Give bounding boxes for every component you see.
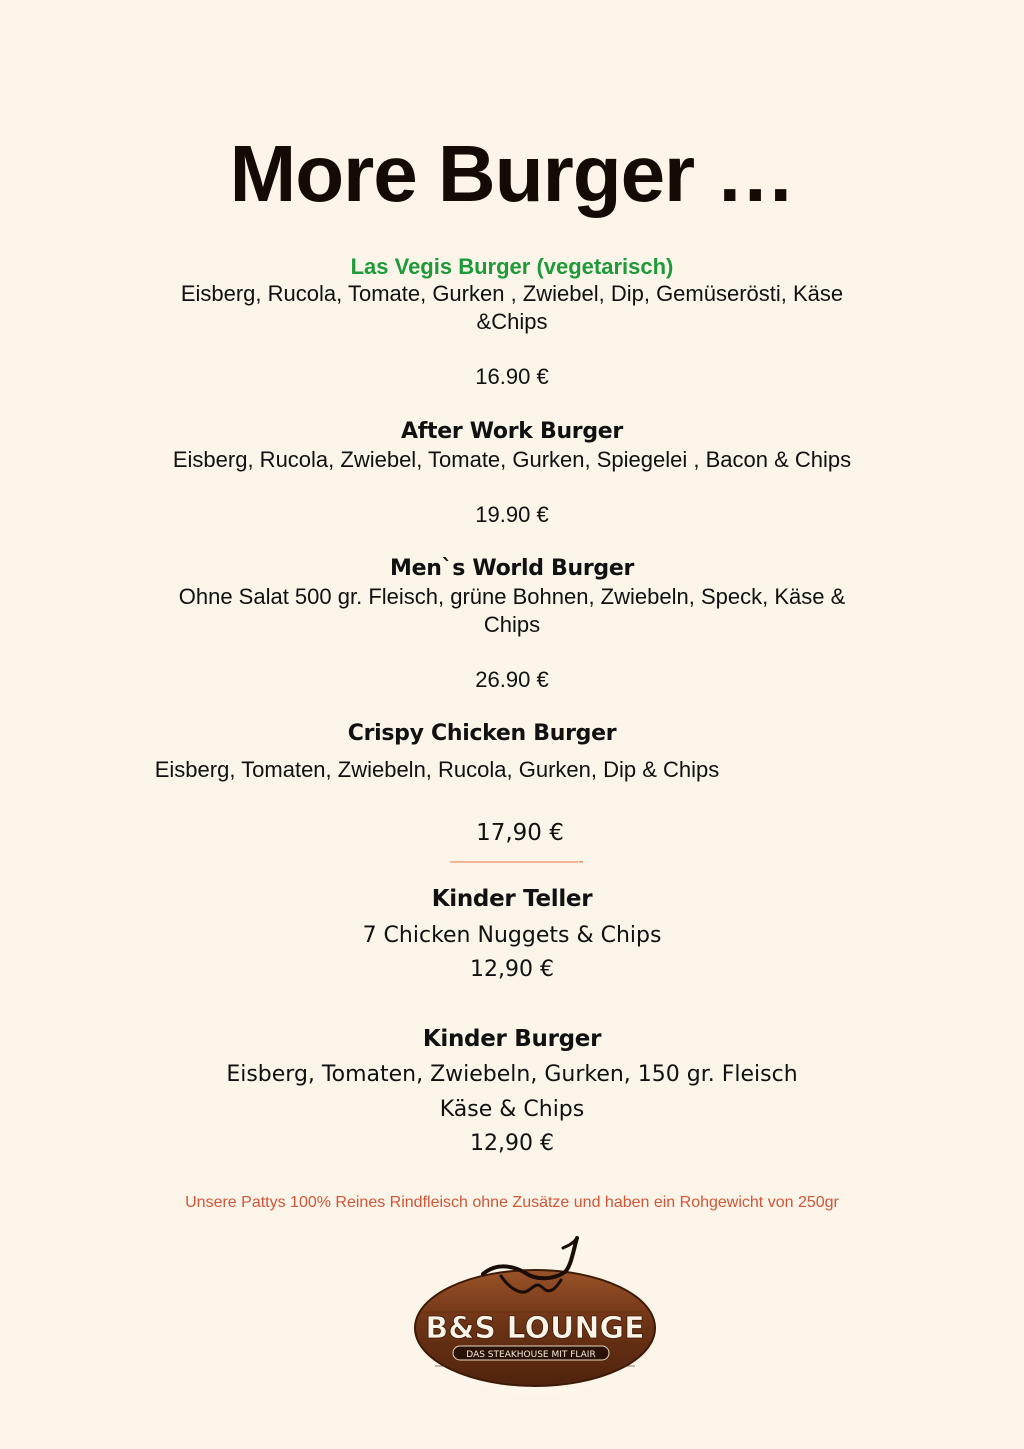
kids-price-burger: 12,90 €: [470, 1131, 554, 1156]
patty-note: Unsere Pattys 100% Reines Rindfleisch ohne Zusätze und haben ein Rohgewicht von 250gr: [185, 1194, 839, 1211]
logo-tagline-text: DAS STEAKHOUSE MIT FLAIR: [466, 1350, 596, 1360]
page-title: More Burger …: [229, 129, 795, 218]
item-desc-crispy-chicken: Eisberg, Tomaten, Zwiebeln, Rucola, Gurken, Dip & Chips: [154, 757, 720, 782]
item-desc-las-vegis-line1: Eisberg, Rucola, Tomate, Gurken , Zwiebel, Dip, Gemüserösti, Käse: [180, 281, 844, 306]
item-name-mens-world: Men`s World Burger: [389, 556, 635, 581]
item-desc-mens-world-line2: Chips: [483, 612, 541, 637]
bs-lounge-logo: [405, 1232, 665, 1402]
item-name-crispy-chicken: Crispy Chicken Burger: [347, 721, 617, 746]
kids-desc-burger-line2: Käse & Chips: [439, 1097, 585, 1122]
logo-graphic: [405, 1232, 665, 1402]
item-desc-after-work: Eisberg, Rucola, Zwiebel, Tomate, Gurken, Spiegelei , Bacon & Chips: [172, 447, 852, 472]
item-desc-mens-world-line1: Ohne Salat 500 gr. Fleisch, grüne Bohnen, Zwiebeln, Speck, Käse &: [178, 584, 846, 609]
item-name-las-vegis: Las Vegis Burger (vegetarisch): [350, 254, 674, 279]
kids-desc-teller: 7 Chicken Nuggets & Chips: [362, 923, 662, 948]
item-name-after-work: After Work Burger: [401, 419, 623, 444]
logo-brand-text: B&S LOUNGE: [425, 1311, 645, 1346]
divider-line: ————————-: [450, 853, 584, 870]
kids-name-burger: Kinder Burger: [422, 1026, 602, 1052]
kids-price-teller: 12,90 €: [470, 957, 554, 982]
item-price-las-vegis: 16.90 €: [475, 364, 549, 389]
item-price-after-work: 19.90 €: [475, 502, 549, 527]
item-desc-las-vegis-line2: &Chips: [476, 309, 548, 334]
item-price-crispy-chicken: 17,90 €: [476, 820, 564, 846]
kids-desc-burger-line1: Eisberg, Tomaten, Zwiebeln, Gurken, 150 gr. Fleisch: [226, 1062, 798, 1087]
item-price-mens-world: 26.90 €: [475, 667, 549, 692]
kids-name-teller: Kinder Teller: [431, 886, 593, 912]
